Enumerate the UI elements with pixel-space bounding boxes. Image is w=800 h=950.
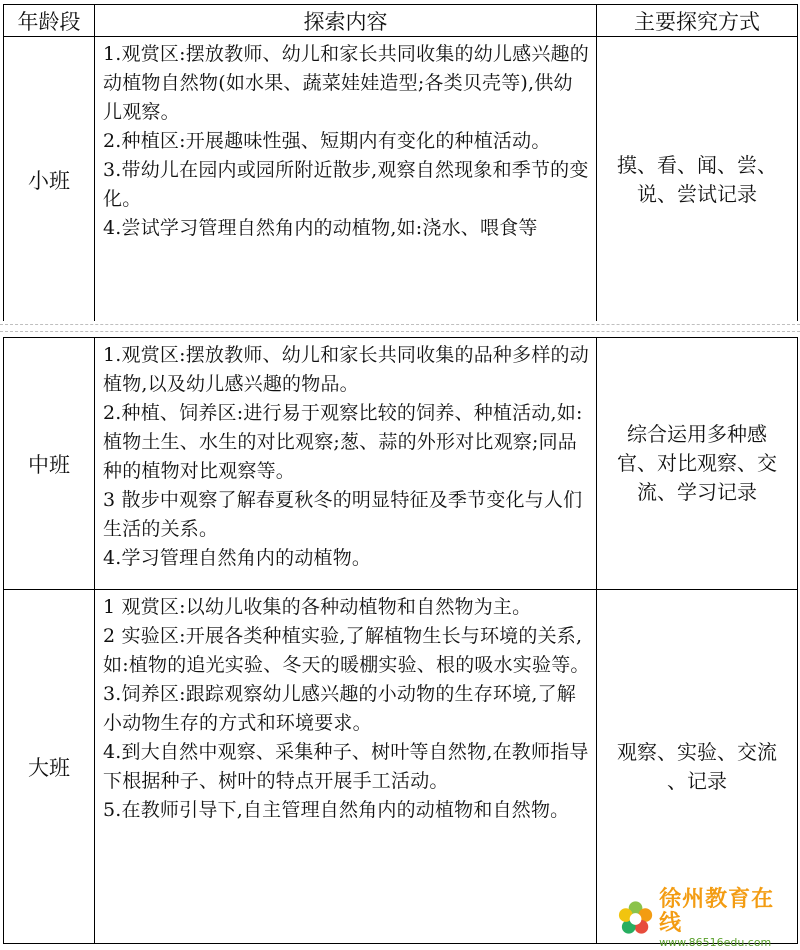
content-item: 4.到大自然中观察、采集种子、树叶等自然物,在教师指导下根据种子、树叶的特点开展手工活动。 — [103, 741, 589, 792]
method-cell: 观察、实验、交流 、记录 — [597, 590, 798, 944]
content-item: 1.观赏区:摆放教师、幼儿和家长共同收集的幼儿感兴趣的动植物自然物(如水果、蔬菜娃娃造型;各类贝壳等),供幼儿观察。 — [103, 43, 589, 123]
content-cell — [95, 590, 597, 944]
content-item: 1 观赏区:以幼儿收集的各种动植物和自然物为主。 — [103, 596, 532, 618]
header-exploration-content: 探索内容 — [95, 5, 597, 37]
content-item: 5.在教师引导下,自主管理自然角内的动植物和自然物。 — [103, 799, 570, 821]
content-item: 2.种植、饲养区:进行易于观察比较的饲养、种植活动,如:植物土生、水生的对比观察;葱、蒜的外形对比观察;同品种的植物对比观察等。 — [103, 402, 583, 482]
content-cell — [95, 338, 597, 590]
page-break-line — [0, 324, 800, 325]
content-item: 3.带幼儿在园内或园所附近散步,观察自然现象和季节的变化。 — [103, 159, 589, 210]
page-break — [0, 321, 800, 337]
content-item: 2.种植区:开展趣味性强、短期内有变化的种植活动。 — [103, 130, 551, 152]
watermark-url: www.86516edu.com — [659, 936, 772, 949]
exploration-table-part-2 — [3, 337, 798, 944]
flower-logo-icon — [616, 899, 655, 939]
age-group-cell: 大班 — [4, 590, 95, 944]
table-header-row — [4, 5, 798, 37]
method-cell: 综合运用多种感官、对比观察、交流、学习记录 — [597, 338, 798, 590]
header-inquiry-method: 主要探究方式 — [597, 5, 798, 37]
content-item: 3.饲养区:跟踪观察幼儿感兴趣的小动物的生存环境,了解小动物生存的方式和环境要求。 — [103, 683, 576, 734]
content-item: 4.学习管理自然角内的动植物。 — [103, 547, 372, 569]
content-item: 1.观赏区:摆放教师、幼儿和家长共同收集的品种多样的动植物,以及幼儿感兴趣的物品。 — [103, 344, 589, 395]
header-age-group: 年龄段 — [4, 5, 95, 37]
exploration-table-part-1 — [3, 4, 798, 323]
page-break-line — [0, 331, 800, 332]
watermark-title: 徐州教育在线 — [659, 887, 775, 936]
age-group-cell: 小班 — [4, 37, 95, 323]
method-cell: 摸、看、闻、尝、说、尝试记录 — [597, 37, 798, 323]
table-row — [4, 37, 798, 323]
content-item: 3 散步中观察了解春夏秋冬的明显特征及季节变化与人们生活的关系。 — [103, 489, 583, 540]
table-row — [4, 338, 798, 590]
age-group-cell: 中班 — [4, 338, 95, 590]
content-item: 4.尝试学习管理自然角内的动植物,如:浇水、喂食等 — [103, 217, 538, 239]
watermark-text — [659, 888, 794, 950]
content-cell — [95, 37, 597, 323]
site-watermark — [616, 887, 794, 949]
content-item: 2 实验区:开展各类种植实验,了解植物生长与环境的关系,如:植物的追光实验、冬天的暖棚实验、根的吸水实验等。 — [103, 625, 590, 676]
